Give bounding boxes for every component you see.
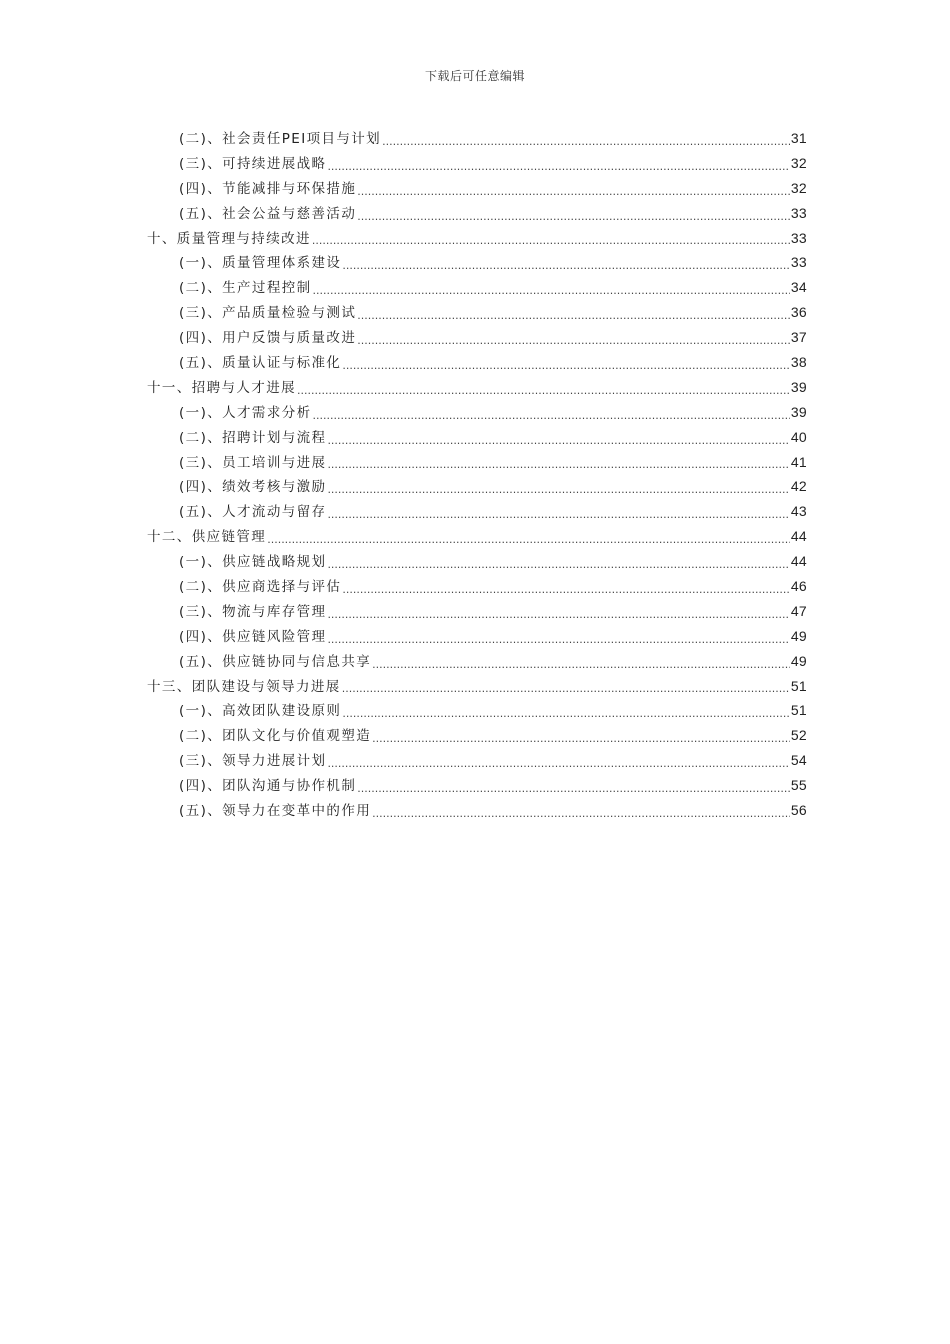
toc-entry-title: (二)、生产过程控制 xyxy=(179,280,312,297)
toc-dot-leader xyxy=(342,256,789,275)
toc-chapter-entry[interactable] xyxy=(147,674,807,699)
toc-section-entry[interactable] xyxy=(147,250,807,275)
toc-entry-title: (一)、高效团队建设原则 xyxy=(179,703,342,720)
toc-entry-title: (四)、团队沟通与协作机制 xyxy=(179,778,357,795)
toc-entry-title: (五)、人才流动与留存 xyxy=(179,504,327,521)
toc-section-entry[interactable] xyxy=(147,624,807,649)
toc-entry-page-number: 54 xyxy=(790,752,807,769)
toc-section-entry[interactable] xyxy=(147,748,807,773)
toc-section-entry[interactable] xyxy=(147,549,807,574)
toc-dot-leader xyxy=(327,630,789,649)
toc-entry-page-number: 39 xyxy=(790,403,807,420)
toc-entry-page-number: 55 xyxy=(790,777,807,794)
toc-entry-page-number: 46 xyxy=(790,578,807,595)
toc-section-entry[interactable] xyxy=(147,151,807,176)
toc-dot-leader xyxy=(327,480,789,499)
toc-section-entry[interactable] xyxy=(147,499,807,524)
toc-entry-page-number: 38 xyxy=(790,354,807,371)
toc-entry-page-number: 51 xyxy=(790,677,807,694)
toc-dot-leader xyxy=(342,704,789,723)
toc-dot-leader xyxy=(357,331,790,350)
toc-entry-title: (一)、供应链战略规划 xyxy=(179,554,327,571)
toc-entry-page-number: 51 xyxy=(790,702,807,719)
toc-section-entry[interactable] xyxy=(147,450,807,475)
toc-entry-title: (二)、团队文化与价值观塑造 xyxy=(179,728,372,745)
toc-entry-page-number: 52 xyxy=(790,727,807,744)
table-of-contents xyxy=(147,126,807,823)
toc-entry-page-number: 33 xyxy=(790,254,807,271)
toc-dot-leader xyxy=(327,455,789,474)
toc-entry-page-number: 56 xyxy=(790,802,807,819)
toc-section-entry[interactable] xyxy=(147,425,807,450)
toc-section-entry[interactable] xyxy=(147,574,807,599)
toc-entry-title: (一)、人才需求分析 xyxy=(179,404,312,421)
toc-entry-title: (二)、社会责任PEI项目与计划 xyxy=(179,131,382,147)
toc-dot-leader xyxy=(357,306,790,325)
page-header: 下载后可任意编辑 xyxy=(424,69,525,83)
toc-entry-title: (五)、领导力在变革中的作用 xyxy=(179,803,372,820)
toc-section-entry[interactable] xyxy=(147,176,807,201)
toc-entry-title: (二)、供应商选择与评估 xyxy=(179,579,342,596)
toc-section-entry[interactable] xyxy=(147,798,807,823)
toc-dot-leader xyxy=(357,779,790,798)
toc-section-entry[interactable] xyxy=(147,126,807,151)
toc-entry-page-number: 44 xyxy=(790,553,807,570)
toc-dot-leader xyxy=(357,207,790,226)
toc-entry-title: (一)、质量管理体系建设 xyxy=(179,255,342,272)
toc-entry-page-number: 31 xyxy=(790,130,807,146)
toc-entry-title: 十一、招聘与人才进展 xyxy=(147,379,296,396)
toc-dot-leader xyxy=(297,381,790,400)
toc-entry-title: (三)、产品质量检验与测试 xyxy=(179,305,357,322)
toc-entry-title: (三)、员工培训与进展 xyxy=(179,454,327,471)
toc-section-entry[interactable] xyxy=(147,474,807,499)
toc-entry-page-number: 37 xyxy=(790,329,807,346)
toc-dot-leader xyxy=(342,580,789,599)
toc-entry-title: 十、质量管理与持续改进 xyxy=(147,230,311,247)
toc-entry-page-number: 44 xyxy=(790,528,807,545)
toc-dot-leader xyxy=(327,754,789,773)
toc-entry-title: (五)、供应链协同与信息共享 xyxy=(179,653,372,670)
toc-dot-leader xyxy=(327,157,789,176)
toc-section-entry[interactable] xyxy=(147,275,807,300)
toc-entry-title: (五)、质量认证与标准化 xyxy=(179,355,342,372)
toc-entry-title: (四)、节能减排与环保措施 xyxy=(179,180,357,197)
toc-dot-leader xyxy=(372,729,790,748)
toc-dot-leader xyxy=(342,679,790,698)
toc-entry-page-number: 32 xyxy=(790,154,807,171)
toc-dot-leader xyxy=(313,281,790,300)
toc-entry-page-number: 43 xyxy=(790,503,807,520)
toc-entry-page-number: 36 xyxy=(790,304,807,321)
toc-dot-leader xyxy=(372,655,790,674)
toc-dot-leader xyxy=(313,406,790,425)
toc-section-entry[interactable] xyxy=(147,325,807,350)
toc-entry-title: (二)、招聘计划与流程 xyxy=(179,429,327,446)
toc-entry-page-number: 39 xyxy=(790,378,807,395)
toc-dot-leader xyxy=(372,804,790,823)
toc-entry-page-number: 34 xyxy=(790,279,807,296)
toc-entry-page-number: 33 xyxy=(790,229,807,246)
toc-section-entry[interactable] xyxy=(147,723,807,748)
toc-entry-page-number: 41 xyxy=(790,453,807,470)
toc-entry-title: (三)、可持续进展战略 xyxy=(179,155,327,172)
toc-section-entry[interactable] xyxy=(147,698,807,723)
toc-dot-leader xyxy=(342,356,789,375)
toc-entry-title: (四)、供应链风险管理 xyxy=(179,628,327,645)
toc-dot-leader xyxy=(382,132,790,151)
toc-dot-leader xyxy=(327,605,789,624)
toc-dot-leader xyxy=(267,530,790,549)
toc-section-entry[interactable] xyxy=(147,400,807,425)
toc-entry-title: (五)、社会公益与慈善活动 xyxy=(179,205,357,222)
toc-entry-title: (四)、用户反馈与质量改进 xyxy=(179,330,357,347)
toc-entry-title: 十三、团队建设与领导力进展 xyxy=(147,678,341,695)
toc-section-entry[interactable] xyxy=(147,649,807,674)
toc-chapter-entry[interactable] xyxy=(147,226,807,251)
toc-entry-title: (四)、绩效考核与激励 xyxy=(179,479,327,496)
toc-entry-page-number: 49 xyxy=(790,652,807,669)
toc-chapter-entry[interactable] xyxy=(147,375,807,400)
toc-entry-page-number: 49 xyxy=(790,627,807,644)
toc-entry-page-number: 40 xyxy=(790,428,807,445)
toc-section-entry[interactable] xyxy=(147,300,807,325)
toc-dot-leader xyxy=(327,505,789,524)
toc-dot-leader xyxy=(357,182,790,201)
toc-entry-title: (三)、物流与库存管理 xyxy=(179,603,327,620)
toc-dot-leader xyxy=(327,555,789,574)
toc-chapter-entry[interactable] xyxy=(147,524,807,549)
toc-section-entry[interactable] xyxy=(147,350,807,375)
toc-entry-page-number: 32 xyxy=(790,179,807,196)
toc-entry-page-number: 33 xyxy=(790,204,807,221)
toc-section-entry[interactable] xyxy=(147,599,807,624)
toc-entry-title: (三)、领导力进展计划 xyxy=(179,753,327,770)
toc-section-entry[interactable] xyxy=(147,773,807,798)
toc-entry-title: 十二、供应链管理 xyxy=(147,529,267,546)
toc-entry-page-number: 47 xyxy=(790,602,807,619)
toc-section-entry[interactable] xyxy=(147,201,807,226)
toc-dot-leader xyxy=(327,431,789,450)
toc-dot-leader xyxy=(312,231,790,250)
toc-entry-page-number: 42 xyxy=(790,478,807,495)
